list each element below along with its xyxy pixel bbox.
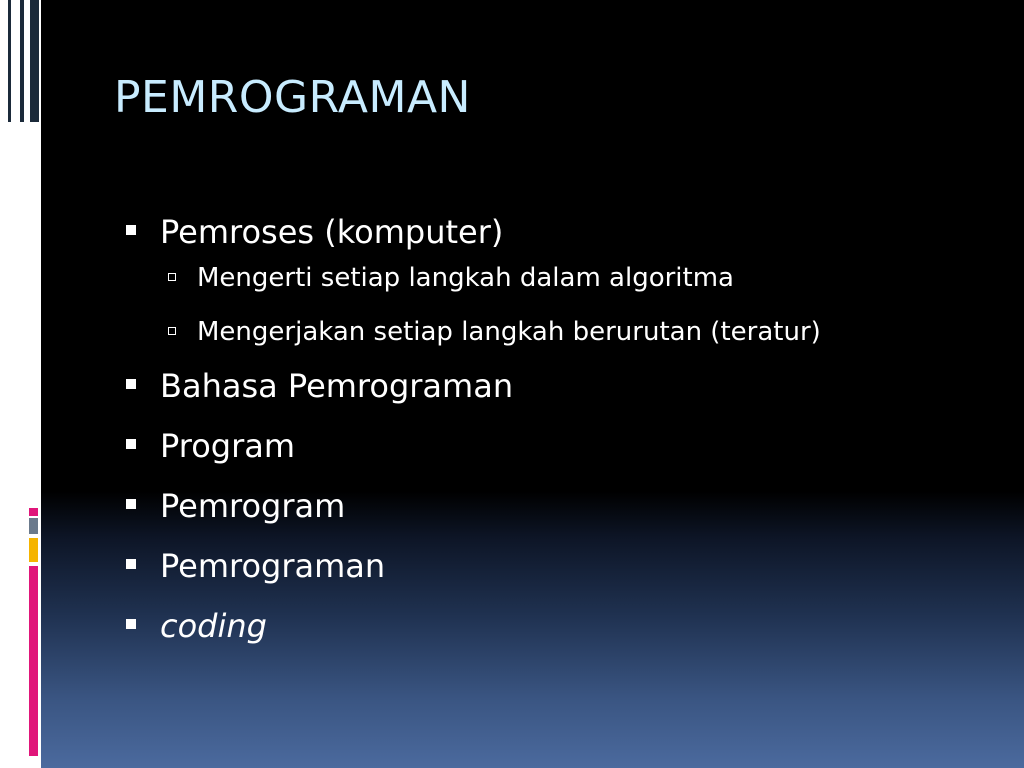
square-bullet-icon: [126, 379, 136, 389]
bullet-text: coding: [160, 607, 267, 645]
bullet-list: [124, 210, 821, 664]
square-bullet-icon: [126, 559, 136, 569]
decorative-accent-pink: [29, 566, 38, 756]
bullet-item: [124, 604, 821, 664]
bullet-text: Pemrogram: [160, 487, 346, 525]
square-bullet-icon: [126, 439, 136, 449]
left-decorative-strip: [0, 0, 41, 768]
bullet-text: Pemroses (komputer): [160, 213, 504, 251]
hollow-square-bullet-icon: [168, 327, 176, 335]
square-bullet-icon: [126, 499, 136, 509]
decorative-accent-pink: [29, 508, 38, 516]
bullet-item: [124, 364, 821, 424]
decorative-accent-yellow: [29, 538, 38, 562]
sub-bullet-text: Mengerti setiap langkah dalam algoritma: [197, 263, 734, 293]
square-bullet-icon: [126, 619, 136, 629]
sub-bullet-item: [124, 256, 821, 310]
decorative-bar: [8, 0, 11, 122]
bullet-item: [124, 484, 821, 544]
square-bullet-icon: [126, 225, 136, 235]
bullet-text: Program: [160, 427, 296, 465]
sub-bullet-text: Mengerjakan setiap langkah berurutan (teratur): [197, 317, 821, 347]
slide-title: PEMROGRAMAN: [114, 72, 471, 123]
bullet-text: Pemrograman: [160, 547, 386, 585]
bullet-item: [124, 210, 821, 256]
hollow-square-bullet-icon: [168, 273, 176, 281]
sub-bullet-item: [124, 310, 821, 364]
decorative-bar: [30, 0, 39, 122]
decorative-accent-gray: [29, 518, 38, 534]
bullet-text: Bahasa Pemrograman: [160, 367, 514, 405]
decorative-bar: [20, 0, 24, 122]
bullet-item: [124, 544, 821, 604]
bullet-item: [124, 424, 821, 484]
